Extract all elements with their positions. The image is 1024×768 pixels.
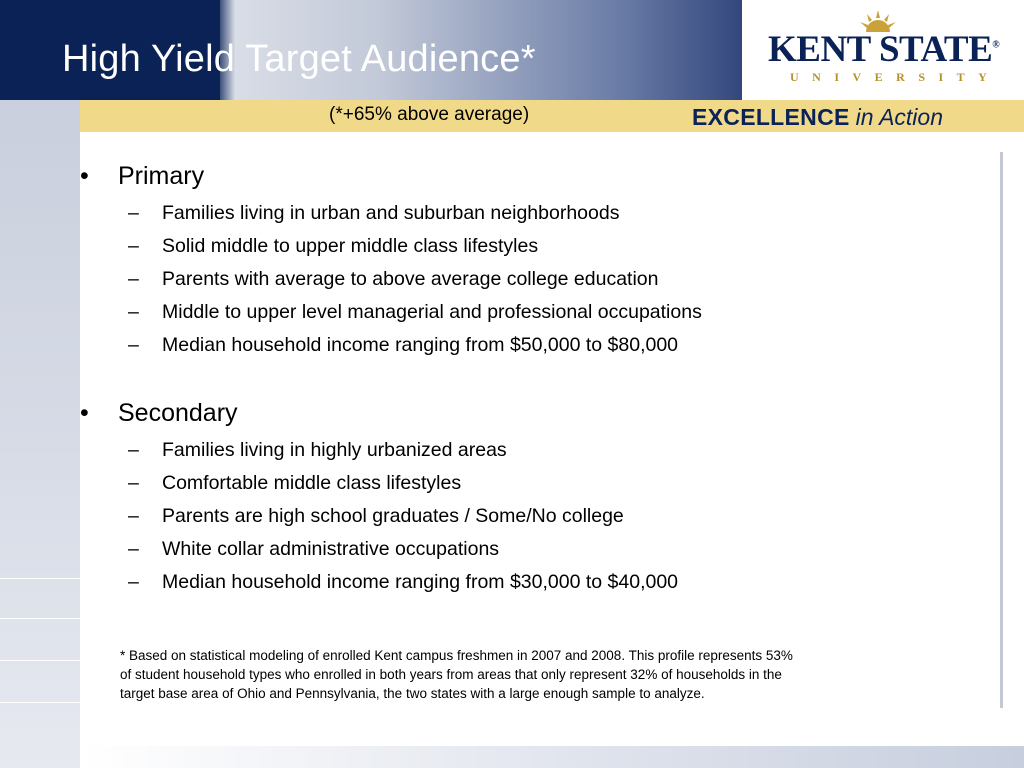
list-item-text: Parents are high school graduates / Some/No college: [162, 505, 624, 527]
strip-cell: [0, 618, 80, 657]
tagline: [692, 104, 943, 131]
dash-mark: –: [128, 538, 139, 560]
bullet-mark: •: [80, 162, 89, 190]
dash-mark: –: [128, 439, 139, 461]
logo-subtext: UNIVERSITY: [790, 70, 1001, 84]
footnote-line: of student household types who enrolled in both years from areas that only represent 32% of households in the: [120, 667, 782, 682]
dash-mark: –: [128, 505, 139, 527]
list-item-text: Parents with average to above average college education: [162, 268, 659, 290]
dash-mark: –: [128, 571, 139, 593]
list-item-text: Middle to upper level managerial and professional occupations: [162, 301, 702, 323]
section-heading-text: Secondary: [118, 399, 238, 427]
list-item: [128, 268, 659, 291]
list-item-text: Median household income ranging from $30,000 to $40,000: [162, 571, 679, 593]
list-item: [128, 334, 678, 357]
logo-trademark: ®: [992, 39, 1000, 51]
dash-mark: –: [128, 202, 139, 224]
list-item-text: Comfortable middle class lifestyles: [162, 472, 462, 494]
logo-wordmark: [768, 28, 999, 71]
dash-mark: –: [128, 235, 139, 257]
bottom-band: [80, 746, 1024, 768]
slide-title: High Yield Target Audience*: [62, 38, 536, 80]
left-decorative-strip: [0, 100, 80, 768]
section-heading-secondary: [80, 399, 238, 428]
list-item: [128, 472, 461, 495]
strip-cell: [0, 702, 80, 741]
list-item-text: Families living in highly urbanized areas: [162, 439, 507, 461]
logo-main-text: KENT STATE: [768, 29, 993, 70]
tagline-bold: EXCELLENCE: [692, 104, 850, 130]
tagline-italic: in Action: [855, 104, 944, 130]
list-item: [128, 571, 678, 594]
footnote-line: target base area of Ohio and Pennsylvania, the two states with a large enough sample to analyze.: [120, 686, 705, 701]
list-item: [128, 235, 538, 258]
section-heading-text: Primary: [118, 162, 205, 190]
dash-mark: –: [128, 472, 139, 494]
strip-cell: [0, 660, 80, 699]
dash-mark: –: [128, 268, 139, 290]
dash-mark: –: [128, 334, 139, 356]
list-item-text: Families living in urban and suburban neighborhoods: [162, 202, 620, 224]
list-item-text: Solid middle to upper middle class lifestyles: [162, 235, 539, 257]
footnote-line: * Based on statistical modeling of enrolled Kent campus freshmen in 2007 and 2008. This profile represents 53%: [120, 648, 793, 663]
right-divider: [1000, 152, 1003, 708]
section-heading-primary: [80, 162, 204, 191]
list-item: [128, 301, 702, 324]
subtitle: (*+65% above average): [329, 104, 530, 125]
list-item: [128, 439, 507, 462]
dash-mark: –: [128, 301, 139, 323]
list-item: [128, 202, 619, 225]
bullet-mark: •: [80, 399, 89, 427]
list-item-text: Median household income ranging from $50,000 to $80,000: [162, 334, 679, 356]
list-item-text: White collar administrative occupations: [162, 538, 500, 560]
strip-cell: [0, 578, 80, 617]
list-item: [128, 538, 499, 561]
list-item: [128, 505, 624, 528]
footnote: [120, 646, 920, 703]
